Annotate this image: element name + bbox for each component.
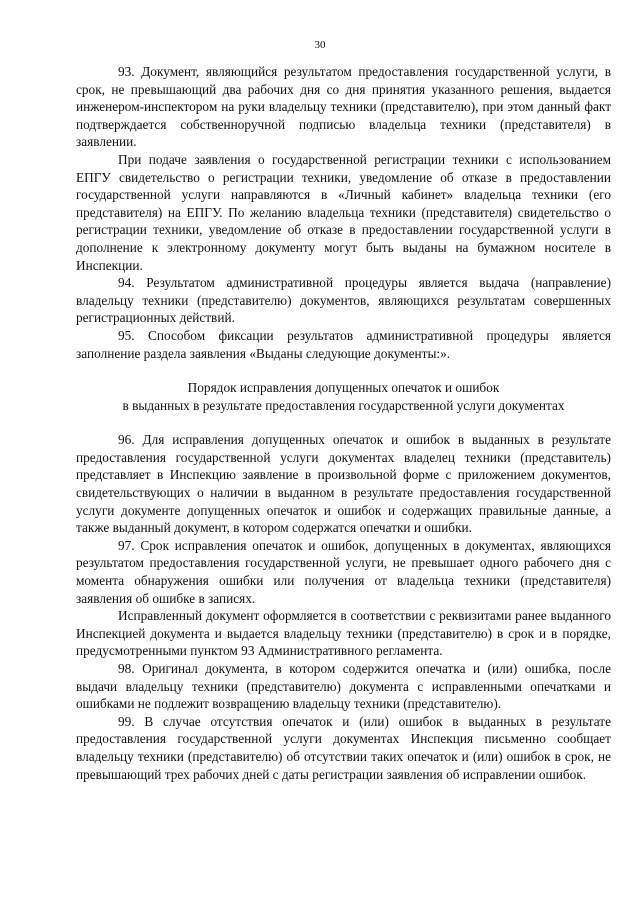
section-heading-line-2: в выданных в результате предоставления государственной услуги документах bbox=[122, 397, 565, 413]
paragraph-corrected-document: Исправленный документ оформляется в соответствии с реквизитами ранее выданного Инспекцией документа и выдается владельцу техники (представителю) в срок и в порядке, предусмотренными пунктом 93 Административного регламента. bbox=[76, 608, 611, 659]
paragraph-98: 98. Оригинал документа, в котором содержится опечатка и (или) ошибка, после выдачи владельцу техники (представителю) документа с исправленными опечатками и ошибками не подлежит возвращению владельцу техники (представителю). bbox=[76, 661, 611, 712]
paragraph-96: 96. Для исправления допущенных опечаток и ошибок в выданных в результате предоставления государственной услуги документах владелец техники (представитель) представляет в Инспекцию заявление в произвольной форме с приложением документов, свидетельствующих о наличии в выданном в результате предоставления государственной услуги документе допущенных опечаток и ошибок и содержащих правильные данные, а также выданный документ, в котором содержатся опечатки и ошибки. bbox=[76, 432, 611, 536]
spacer bbox=[76, 414, 611, 431]
paragraph-95: 95. Способом фиксации результатов административной процедуры является заполнение раздела заявления «Выданы следующие документы:». bbox=[76, 327, 611, 361]
paragraph-94: 94. Результатом административной процедуры является выдача (направление) владельцу техники (представителю) документов, являющихся результатам совершенных регистрационных действий. bbox=[76, 275, 611, 326]
section-heading-line-1: Порядок исправления допущенных опечаток и ошибок bbox=[187, 380, 500, 396]
spacer bbox=[76, 362, 611, 379]
paragraph-93: 93. Документ, являющийся результатом предоставления государственной услуги, в срок, не превышающий два рабочих дня со дня принятия указанного решения, выдается инженером-инспектором на руки владельцу техники (представителю), при этом данный факт подтверждается собственноручной подписью владельца техники (представителя) в заявлении. bbox=[76, 64, 611, 150]
paragraph-epgu-submission: При подаче заявления о государственной регистрации техники с использованием ЕПГУ свидетельство о регистрации техники, уведомление об отказе в предоставлении государственной услуги направляются в «Личный кабинет» владельца техники (его представителя) на ЕПГУ. По желанию владельца техники (представителя) свидетельство о регистрации техники, уведомление об отказе в предоставлении государственной услуги в дополнение к электронному документу могут быть выданы на бумажном носителе в Инспекции. bbox=[76, 151, 611, 273]
paragraph-99: 99. В случае отсутствия опечаток и (или) ошибок в выданных в результате предоставления государственной услуги документах Инспекция письменно сообщает владельцу техники (представителю) об отсутствии таких опечаток и (или) ошибок в срок, не превышающий трех рабочих дней с даты регистрации заявления об исправлении ошибок. bbox=[76, 713, 611, 782]
paragraph-97: 97. Срок исправления опечаток и ошибок, допущенных в документах, являющихся результатом предоставления государственной услуги, не превышает одного рабочего дня с момента обнаружения ошибки или получения от владельца техники (представителя) заявления об ошибке в записях. bbox=[76, 537, 611, 606]
page-number: 30 bbox=[314, 39, 326, 51]
document-body bbox=[76, 63, 611, 783]
